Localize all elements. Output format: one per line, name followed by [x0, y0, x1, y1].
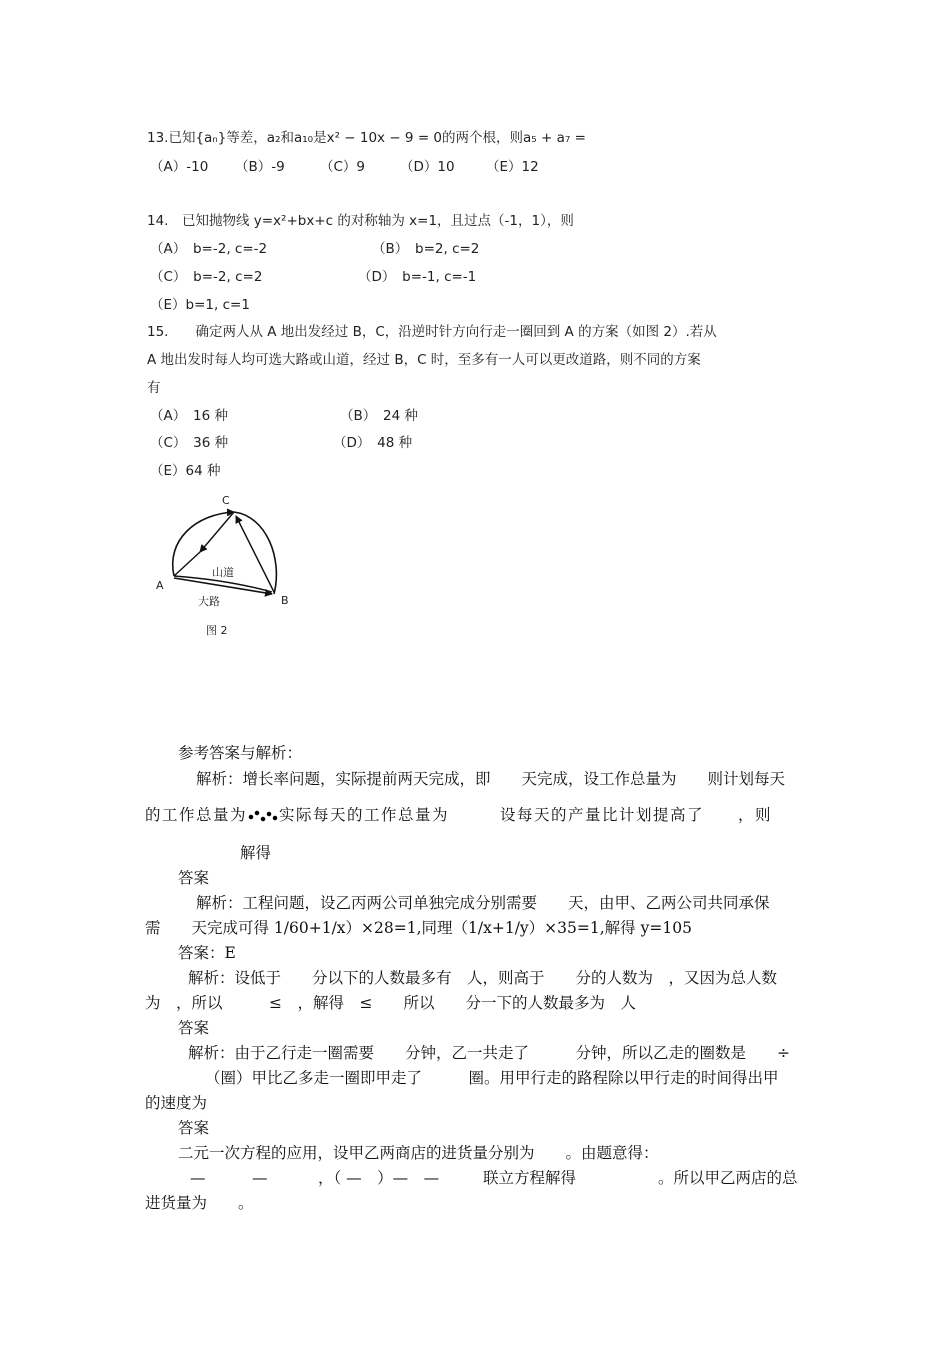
q13-option-c: （C）9 — [320, 159, 366, 175]
q14-option-e: （E）b=1, c=1 — [150, 297, 250, 313]
answer4-line2: （圈）甲比乙多走一圈即甲走了 圈。用甲行走的路程除以甲行走的时间得出甲 — [205, 1069, 779, 1087]
answer1-label: 答案 — [178, 869, 210, 887]
answer2-line2: 需 天完成可得 1/60+1/x）×28=1,同理（1/x+1/y）×35=1,解得 y=105 — [145, 919, 692, 937]
label-mountain-road: 山道 — [212, 566, 234, 579]
q15-stem-line1: 15. 确定两人从 A 地出发经过 B，C，沿逆时针方向行走一圈回到 A 的方案（如图 2）.若从 — [147, 324, 717, 340]
q13-option-a: （A）-10 — [150, 159, 209, 175]
answer1-line2-end: 实际每天的工作总量为 设每天的产量比计划提高了 ，则 — [279, 806, 773, 824]
answer2-label: 答案：E — [178, 944, 236, 962]
answer3-line1: 解析：设低于 分以下的人数最多有 人，则高于 分的人数为 ，又因为总人数 — [188, 969, 778, 987]
figure-caption: 图 2 — [206, 624, 228, 637]
answer5-line2-c: 联立方程解得 — [483, 1169, 577, 1187]
label-main-road: 大路 — [198, 595, 220, 608]
q14-option-c: （C） b=-2, c=2 — [150, 269, 263, 285]
label-b: B — [281, 594, 289, 607]
answer4-label: 答案 — [178, 1119, 210, 1137]
answer2-line1: 解析：工程问题，设乙丙两公司单独完成分别需要 天，由甲、乙两公司共同承保 — [196, 894, 770, 912]
q13-option-b: （B）-9 — [235, 159, 285, 175]
answer5-line3: 进货量为 。 — [145, 1194, 254, 1212]
q15-option-a: （A） 16 种 — [150, 408, 228, 424]
q15-stem-line3: 有 — [147, 380, 161, 396]
line-b-to-c — [236, 516, 274, 592]
answer1-line2-start: 的工作总量为 — [145, 806, 248, 824]
answers-heading: 参考答案与解析： — [178, 744, 303, 762]
label-c: C — [222, 494, 230, 507]
q15-option-e: （E）64 种 — [150, 463, 221, 479]
q13-option-d: （D）10 — [400, 159, 455, 175]
q13-stem: 13.已知{aₙ}等差，a₂和a₁₀是x² − 10x − 9 = 0的两个根，则a₅ + a₇ = — [147, 130, 586, 146]
answer4-line1: 解析：由于乙行走一圈需要 分钟，乙一共走了 分钟，所以乙走的圈数是 ÷ — [188, 1044, 790, 1062]
route-diagram — [148, 488, 308, 648]
label-a: A — [156, 579, 164, 592]
main-road-path — [174, 578, 272, 594]
answer1-line1: 解析：增长率问题，实际提前两天完成，即 天完成，设工作总量为 则计划每天 — [196, 770, 786, 788]
q15-option-d: （D） 48 种 — [333, 435, 413, 451]
q15-option-c: （C） 36 种 — [150, 435, 229, 451]
answer5-line2-d: 。所以甲乙两店的总 — [658, 1169, 798, 1187]
q14-stem: 14. 已知抛物线 y=x²+bx+c 的对称轴为 x=1，且过点（-1，1），则 — [147, 213, 574, 229]
q13-option-e: （E）12 — [486, 159, 539, 175]
answer5-line2-a: — — — [190, 1169, 268, 1187]
answer5-line2-b: ，（ — ）— — — [318, 1169, 440, 1187]
q14-option-b: （B） b=2, c=2 — [372, 241, 480, 257]
q15-stem-line2: A 地出发时每人均可选大路或山道，经过 B，C 时，至多有一人可以更改道路，则不同的方案 — [147, 352, 701, 368]
garbled-formula-image — [247, 809, 279, 823]
answer5-line1: 二元一次方程的应用，设甲乙两商店的进货量分别为 。由题意得： — [178, 1144, 659, 1162]
q14-option-a: （A） b=-2, c=-2 — [150, 241, 268, 257]
answer1-line2 — [145, 803, 772, 825]
q15-option-b: （B） 24 种 — [340, 408, 418, 424]
q14-option-d: （D） b=-1, c=-1 — [358, 269, 477, 285]
answer4-line3: 的速度为 — [145, 1094, 208, 1112]
answer1-line3: 解得 — [240, 844, 272, 862]
answer3-label: 答案 — [178, 1019, 210, 1037]
answer3-line2: 为 ，所以 ≤ ，解得 ≤ 所以 分一下的人数最多为 人 — [145, 994, 636, 1012]
